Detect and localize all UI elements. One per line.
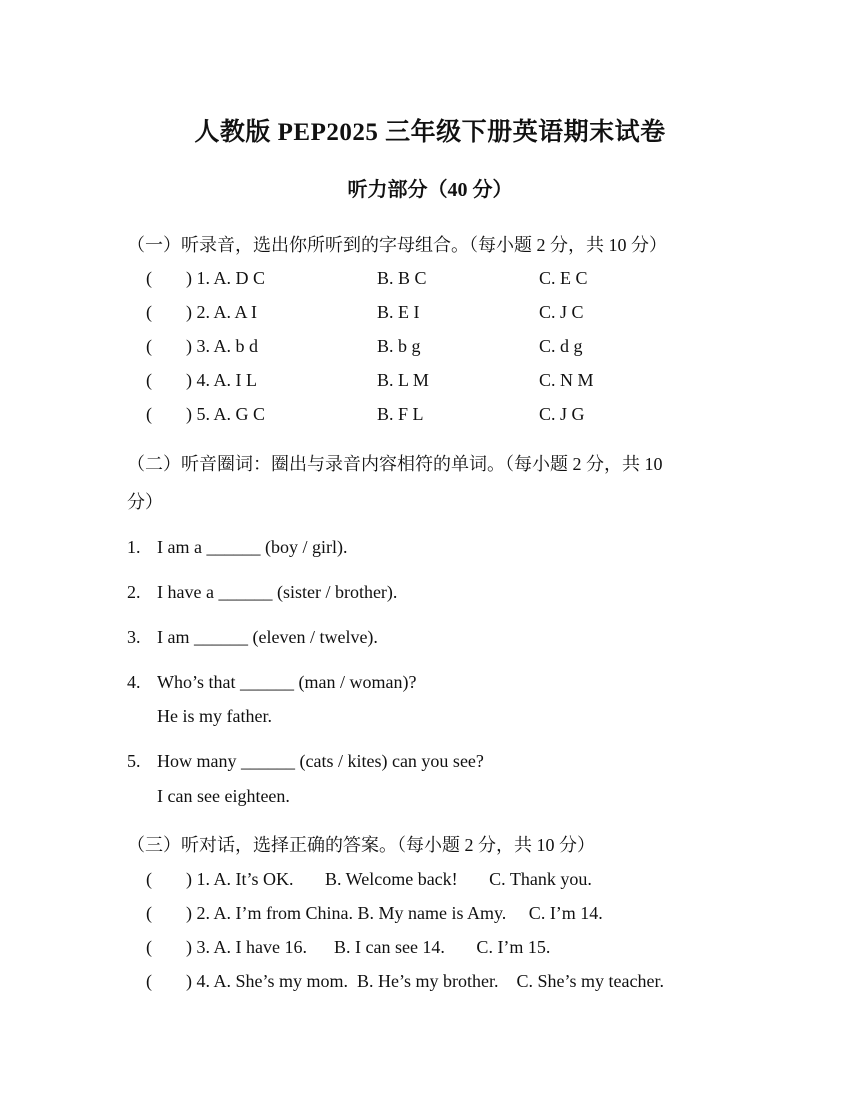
- fill-sentence: I am a ______ (boy / girl).: [157, 537, 348, 557]
- section3-heading: （三）听对话，选择正确的答案。（每小题 2 分，共 10 分）: [127, 835, 595, 855]
- answer-paren: (: [146, 370, 152, 390]
- option-b: B. L M: [377, 370, 429, 390]
- answer-line: He is my father.: [157, 706, 272, 726]
- option-c: C. J G: [539, 404, 585, 424]
- question-option-a: ) 3. A. b d: [186, 336, 258, 356]
- option-b: B. B C: [377, 268, 427, 288]
- item-number: 1.: [127, 537, 141, 557]
- option-c: C. E C: [539, 268, 588, 288]
- option-c: C. d g: [539, 336, 583, 356]
- section2-heading-line2: 分）: [127, 492, 163, 512]
- dialog-question: ) 2. A. I’m from China. B. My name is Amy. C. I’m 14.: [186, 903, 603, 923]
- question-option-a: ) 4. A. I L: [186, 370, 257, 390]
- section2-heading-line1: （二）听音圈词：圈出与录音内容相符的单词。（每小题 2 分，共 10: [127, 454, 663, 474]
- answer-paren: (: [146, 336, 152, 356]
- item-number: 4.: [127, 672, 141, 692]
- option-b: B. F L: [377, 404, 424, 424]
- fill-sentence: I am ______ (eleven / twelve).: [157, 627, 378, 647]
- option-b: B. b g: [377, 336, 421, 356]
- question-option-a: ) 2. A. A I: [186, 302, 258, 322]
- answer-paren: (: [146, 903, 152, 923]
- dialog-question: ) 1. A. It’s OK. B. Welcome back! C. Thank you.: [186, 869, 592, 889]
- answer-paren: (: [146, 404, 152, 424]
- answer-paren: (: [146, 302, 152, 322]
- page-title: 人教版 PEP2025 三年级下册英语期末试卷: [194, 119, 666, 146]
- fill-sentence: I have a ______ (sister / brother).: [157, 582, 398, 602]
- dialog-question: ) 4. A. She’s my mom. B. He’s my brother. C. She’s my teacher.: [186, 971, 664, 991]
- answer-paren: (: [146, 268, 152, 288]
- dialog-question: ) 3. A. I have 16. B. I can see 14. C. I’m 15.: [186, 937, 551, 957]
- fill-sentence: How many ______ (cats / kites) can you see?: [157, 751, 484, 771]
- item-number: 2.: [127, 582, 141, 602]
- option-c: C. N M: [539, 370, 594, 390]
- answer-line: I can see eighteen.: [157, 786, 290, 806]
- section1-heading: （一）听录音，选出你所听到的字母组合。（每小题 2 分，共 10 分）: [127, 235, 667, 255]
- answer-paren: (: [146, 869, 152, 889]
- fill-sentence: Who’s that ______ (man / woman)?: [157, 672, 417, 692]
- listening-part-title: 听力部分（40 分）: [347, 179, 513, 201]
- question-option-a: ) 1. A. D C: [186, 268, 266, 288]
- option-b: B. E I: [377, 302, 420, 322]
- item-number: 3.: [127, 627, 141, 647]
- item-number: 5.: [127, 751, 141, 771]
- answer-paren: (: [146, 937, 152, 957]
- answer-paren: (: [146, 971, 152, 991]
- question-option-a: ) 5. A. G C: [186, 404, 266, 424]
- option-c: C. J C: [539, 302, 584, 322]
